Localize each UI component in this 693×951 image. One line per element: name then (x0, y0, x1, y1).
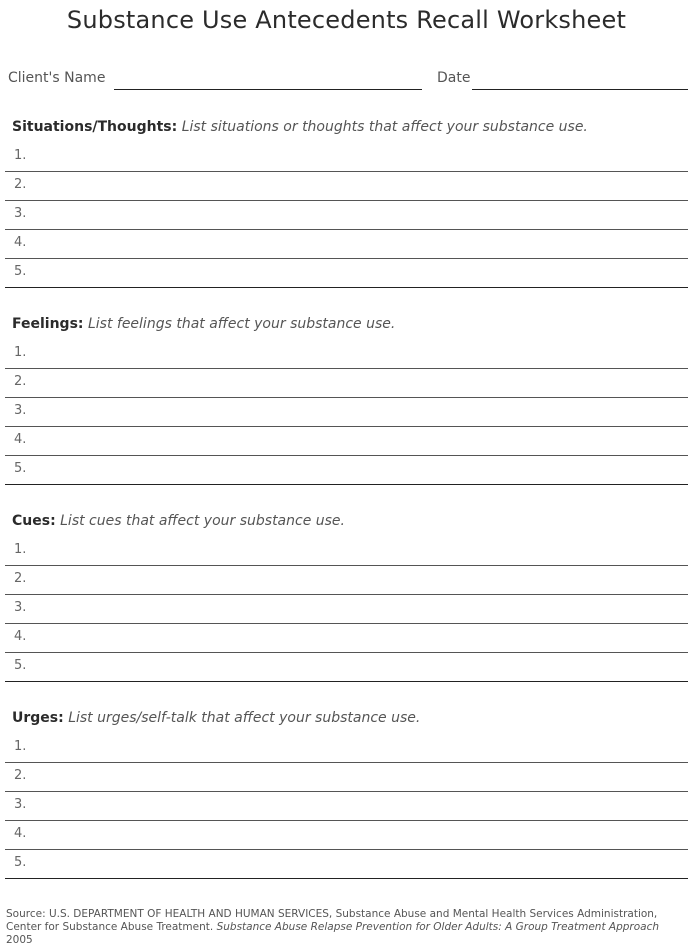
answer-line[interactable] (5, 172, 688, 201)
section-heading (12, 513, 345, 529)
line-number: 5. (14, 855, 27, 870)
answer-line[interactable] (5, 792, 688, 821)
section-description: List cues that affect your substance use. (60, 513, 345, 529)
date-field[interactable] (472, 89, 688, 90)
section-label: Feelings: (12, 316, 84, 332)
section-description: List situations or thoughts that affect your substance use. (181, 119, 588, 135)
line-number: 2. (14, 768, 27, 783)
source-title: Substance Abuse Relapse Prevention for Older Adults: A Group Treatment Approach (216, 921, 660, 933)
client-name-field[interactable] (114, 89, 422, 90)
line-number: 4. (14, 432, 27, 447)
line-number: 1. (14, 739, 27, 754)
line-number: 3. (14, 600, 27, 615)
section-description: List urges/self-talk that affect your substance use. (68, 710, 421, 726)
section-label: Situations/Thoughts: (12, 119, 178, 135)
answer-line[interactable] (5, 821, 688, 850)
line-number: 1. (14, 345, 27, 360)
answer-line[interactable] (5, 566, 688, 595)
section-heading (12, 119, 588, 135)
line-number: 2. (14, 571, 27, 586)
answer-line[interactable] (5, 653, 688, 682)
line-number: 2. (14, 177, 27, 192)
line-number: 2. (14, 374, 27, 389)
answer-line[interactable] (5, 369, 688, 398)
answer-line[interactable] (5, 850, 688, 879)
answer-line[interactable] (5, 398, 688, 427)
line-number: 1. (14, 148, 27, 163)
line-number: 3. (14, 403, 27, 418)
line-number: 4. (14, 629, 27, 644)
line-number: 1. (14, 542, 27, 557)
line-number: 5. (14, 658, 27, 673)
section-label: Urges: (12, 710, 64, 726)
source-year: 2005 (6, 934, 33, 946)
answer-line[interactable] (5, 734, 688, 763)
section-heading (12, 316, 395, 332)
answer-line[interactable] (5, 427, 688, 456)
line-number: 3. (14, 206, 27, 221)
date-label: Date (437, 70, 471, 86)
line-number: 4. (14, 235, 27, 250)
line-number: 5. (14, 264, 27, 279)
answer-line[interactable] (5, 340, 688, 369)
answer-line[interactable] (5, 230, 688, 259)
section-description: List feelings that affect your substance use. (87, 316, 396, 332)
answer-line[interactable] (5, 259, 688, 288)
section-heading (12, 710, 420, 726)
answer-line[interactable] (5, 201, 688, 230)
answer-line[interactable] (5, 537, 688, 566)
answer-line[interactable] (5, 763, 688, 792)
answer-line[interactable] (5, 456, 688, 485)
answer-line[interactable] (5, 143, 688, 172)
answer-line[interactable] (5, 624, 688, 653)
line-number: 3. (14, 797, 27, 812)
answer-line[interactable] (5, 595, 688, 624)
worksheet-title: Substance Use Antecedents Recall Worksheet (66, 6, 627, 34)
line-number: 5. (14, 461, 27, 476)
client-name-label: Client's Name (8, 70, 106, 86)
line-number: 4. (14, 826, 27, 841)
source-citation (6, 908, 686, 947)
section-label: Cues: (12, 513, 56, 529)
source-prefix: Source: U.S. DEPARTMENT OF HEALTH AND HUMAN SERVICES, Substance Abuse and Mental Health Services Administration, Center for Substance Abuse Treatment. (6, 908, 658, 933)
